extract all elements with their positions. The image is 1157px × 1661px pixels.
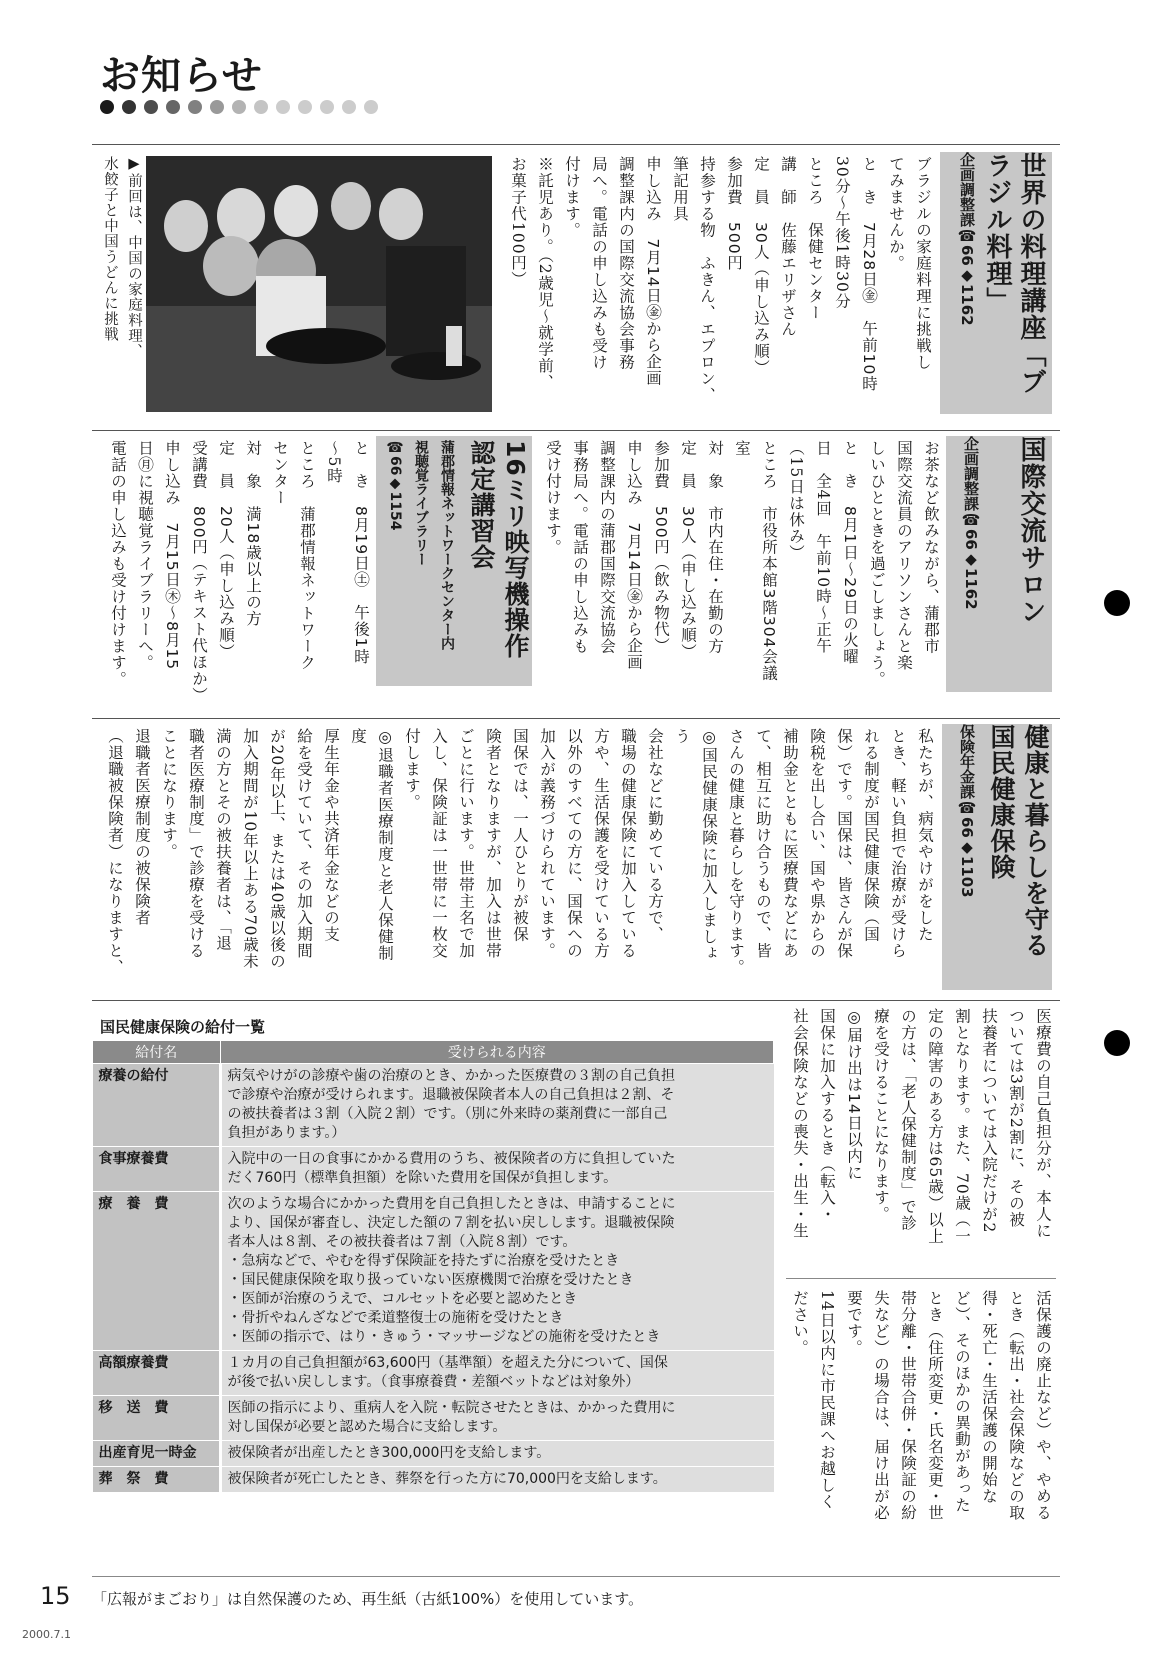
benefit-content-line: 者本人は８割、その被扶養者は７割（入院８割）です。: [227, 1234, 577, 1250]
text-line: ところ 保健センター: [806, 156, 824, 321]
nhi-body: [92, 728, 938, 996]
page-number: 15: [40, 1582, 71, 1610]
benefit-content-line: ・医師の指示で、はり・きゅう・マッサージなどの施術を受けたとき: [227, 1329, 661, 1345]
text-line: 参加費 500円: [725, 156, 743, 272]
text-line: 満の方とその被扶養者は、「退: [214, 728, 232, 952]
text-line: 割となります。また、70歳（一: [953, 1008, 971, 1245]
text-line: とき（住所変更・氏名変更・世: [926, 1290, 944, 1521]
text-line: 対 象 市内在住・在勤の方: [706, 440, 724, 655]
benefit-content-line: 対し国保が必要と認めた場合に支給します。: [227, 1419, 507, 1435]
text-line: 厚生年金や共済年金などの支: [322, 728, 340, 943]
text-line: ついては3割が2割に、その被: [1007, 1008, 1025, 1228]
nhi-dept: 保険年金課☎66◆1103: [958, 724, 976, 898]
projector-dept: [376, 440, 460, 684]
text-line: ※託児あり。（2歳児～就学前、: [536, 156, 554, 391]
benefit-content-line: ・急病などで、やむを得ず保険証を持たずに治療を受けたとき: [227, 1253, 620, 1269]
text-line: 30分～午後1時30分: [833, 156, 851, 310]
title-dot: [100, 100, 114, 114]
benefit-content-line: 被保険者が出産したとき300,000円を支給します。: [227, 1445, 551, 1461]
divider-top: [92, 144, 1060, 145]
benefit-content-line: ・骨折やねんざなどで柔道整復士の施術を受けたとき: [227, 1310, 564, 1326]
brazil-title: 世界の料理講座「ブラジル料理」: [982, 152, 1046, 395]
projector-body: [92, 440, 374, 710]
benefit-content: [220, 1064, 774, 1147]
benefits-table: [92, 1040, 774, 1493]
text-line: ◎退職者医療制度と老人保健制: [376, 728, 394, 962]
text-line: 筆記用具: [671, 156, 689, 222]
text-line: ◎国民健康保険に加入しましょ: [700, 728, 718, 962]
text-line: と き 8月1日～29日の火曜: [841, 440, 859, 665]
text-line: しいひとときを過ごしましょう。: [868, 440, 886, 688]
text-line: 付します。: [403, 728, 421, 811]
text-line: ☎66◆1154: [387, 440, 403, 531]
title-dot: [342, 100, 356, 114]
text-line: 国保では、一人ひとりが被保: [511, 728, 529, 943]
benefit-content-line: 負担があります。）: [227, 1125, 346, 1141]
text-line: 申し込み 7月15日㊍～8月15: [163, 440, 181, 671]
text-line: 日㊊に視聴覚ライブラリーへ。: [136, 440, 154, 671]
text-line: ◎届け出は14日以内に: [845, 1008, 863, 1181]
text-line: 方や、生活保護を受けている方: [592, 728, 610, 959]
text-line: 健康と暮らしを守る: [1021, 724, 1050, 958]
benefit-content-line: 入院中の一日の食事にかかる費用のうち、被保険者の方に負担していた: [227, 1151, 676, 1167]
text-line: 日 全4回 午前10時～正午: [814, 440, 832, 655]
text-line: 退職者医療制度の被保険者: [133, 728, 151, 926]
text-line: さんの健康と暮らしを守ります。: [727, 728, 745, 976]
text-line: が20年以上、または40歳以後の: [268, 728, 286, 970]
title-dot: [320, 100, 334, 114]
nhi-lower-right-1: [786, 1008, 1056, 1270]
text-line: 調整課内の国際交流協会事務: [617, 156, 635, 371]
text-line: 職場の健康保険に加入している: [619, 728, 637, 959]
benefit-content-line: の被扶養者は３割（入院２割）です。（別に外来時の薬剤費に一部自己: [227, 1106, 668, 1122]
benefit-content-line: １カ月の自己負担額が63,600円（基準額）を超えた分について、国保: [227, 1355, 668, 1371]
benefit-content: [220, 1467, 774, 1493]
text-line: 国際交流員のアリソンさんと楽: [895, 440, 913, 671]
text-line: 申し込み 7月14日㊎から企画: [644, 156, 662, 387]
text-line: 定の障害のある方は65歳）以上: [926, 1008, 944, 1245]
text-line: ～5時: [325, 440, 343, 484]
text-line: 扶養者については入院だけが2: [980, 1008, 998, 1234]
issue-date: 2000.7.1: [22, 1628, 71, 1641]
text-line: 保）です。国保は、皆さんが保: [835, 728, 853, 959]
text-line: とき（転出・社会保険などの取: [1007, 1290, 1025, 1521]
text-line: ど）、そのほかの異動があった: [953, 1290, 971, 1514]
text-line: 室: [733, 440, 751, 457]
text-line: 視聴覚ライブラリー: [413, 440, 429, 566]
benefit-content-line: ・医師が治療のうえで、コルセットを必要と認めたとき: [227, 1291, 578, 1307]
text-line: 局へ。電話の申し込みも受け: [590, 156, 608, 371]
text-line: （退職被保険者）になりますと、: [106, 728, 124, 976]
benefit-content: [220, 1396, 774, 1441]
benefit-content: [220, 1192, 774, 1351]
table-header-content: 受けられる内容: [220, 1041, 774, 1064]
text-line: 国民健康保険: [987, 724, 1016, 880]
text-line: 水餃子と中国うどんに挑戦: [102, 156, 118, 342]
title-dot: [122, 100, 136, 114]
table-row: [93, 1064, 774, 1147]
text-line: 蒲郡情報ネットワークセンター内: [439, 440, 455, 650]
text-line: 補助金とともに医療費などにあ: [781, 728, 799, 959]
title-dot: [298, 100, 312, 114]
text-line: と き 7月28日㊎ 午前10時: [860, 156, 878, 392]
nhi-lower-right-2: [786, 1290, 1056, 1566]
text-line: センター: [271, 440, 289, 506]
text-line: れる制度が国民健康保険（国: [862, 728, 880, 943]
benefit-content-line: 医師の指示により、重病人を入院・転院させたときは、かかった費用に: [227, 1400, 676, 1416]
nhi-title: [984, 724, 1052, 990]
text-line: 参加費 500円（飲み物代）: [652, 440, 670, 655]
benefit-content-line: が後で払い戻しします。（食事療養費・差額ベットなどは対象外）: [227, 1374, 640, 1390]
text-line: 給を受けていて、その加入期間: [295, 728, 313, 959]
text-line: ところ 市役所本館3階304会議: [760, 440, 778, 682]
text-line: 社会保険などの喪失・出生・生: [791, 1008, 809, 1239]
text-line: 事務局へ。電話の申し込みも: [571, 440, 589, 655]
page-title: お知らせ: [100, 53, 263, 99]
benefit-content-line: 被保険者が死亡したとき、葬祭を行った方に70,000円を支給します。: [227, 1471, 667, 1487]
benefit-name: 移 送 費: [93, 1396, 221, 1441]
text-line: 険税を出し合い、国や県からの: [808, 728, 826, 959]
text-line: 付けます。: [563, 156, 581, 239]
benefit-content-line: 次のような場合にかかった費用を自己負担したときは、申請することに: [227, 1196, 676, 1212]
text-line: ださい。: [791, 1290, 809, 1356]
benefit-name: 葬 祭 費: [93, 1467, 221, 1493]
table-header-name: 給付名: [93, 1041, 221, 1064]
text-line: 職者医療制度」で診療を受ける: [187, 728, 205, 959]
text-line: ▶前回は、中国の家庭料理、: [126, 156, 142, 359]
benefit-name: 高額療養費: [93, 1351, 221, 1396]
text-line: 要です。: [845, 1290, 863, 1356]
text-line: てみませんか。: [887, 156, 905, 272]
text-line: 活保護の廃止など）や、やめる: [1034, 1290, 1052, 1521]
brazil-dept: 企画調整課☎66◆1162: [958, 152, 976, 326]
text-line: ごとに行います。世帯主名で加: [457, 728, 475, 959]
benefit-content: [220, 1147, 774, 1192]
text-line: 受け付けます。: [544, 440, 562, 556]
title-dot: [254, 100, 268, 114]
benefit-name: 療 養 費: [93, 1192, 221, 1351]
table-row: [93, 1441, 774, 1467]
text-line: 持参する物 ふきん、エプロン、: [698, 156, 716, 404]
photo-caption: [92, 156, 146, 412]
benefit-content: [220, 1441, 774, 1467]
salon-body: [540, 440, 944, 710]
brazil-body: [509, 156, 936, 418]
text-line: 14日以内に市民課へお越しく: [818, 1290, 836, 1510]
text-line: う: [673, 728, 691, 745]
table-row: [93, 1351, 774, 1396]
salon-dept: 企画調整課☎66◆1162: [962, 436, 980, 610]
benefit-content-line: だく760円（標準負担額）を除いた費用を国保が負担します。: [227, 1170, 618, 1186]
text-line: 対 象 満18歳以上の方: [244, 440, 262, 627]
text-line: 療を受けることになります。: [872, 1008, 890, 1223]
title-dot: [210, 100, 224, 114]
bullet-mark-1: [1104, 590, 1130, 616]
text-line: 加入が義務づけられています。: [538, 728, 556, 959]
text-line: 私たちが、病気やけがをした: [916, 728, 934, 943]
benefit-name: 療養の給付: [93, 1064, 221, 1147]
text-line: 定 員 30人（申し込み順）: [752, 156, 770, 376]
salon-title: 国際交流サロン: [1016, 436, 1046, 625]
benefits-table-title: 国民健康保険の給付一覧: [100, 1018, 266, 1036]
text-line: 以外のすべての方に、国保への: [565, 728, 583, 959]
title-dot: [144, 100, 158, 114]
benefit-content-line: ・国民健康保険を取り扱っていない医療機関で治療を受けたとき: [227, 1272, 634, 1288]
text-line: ことになります。: [160, 728, 178, 860]
divider-row4: [92, 1000, 1060, 1001]
text-line: ブラジルの家庭料理に挑戦し: [914, 156, 932, 371]
title-dot: [276, 100, 290, 114]
text-line: 電話の申し込みも受け付けます。: [109, 440, 127, 688]
divider-lower-right: [786, 1278, 1056, 1279]
text-line: 入し、保険証は一世帯に一枚交: [430, 728, 448, 959]
benefit-name: 食事療養費: [93, 1147, 221, 1192]
divider-row2: [92, 430, 1060, 431]
bullet-mark-2: [1104, 1030, 1130, 1056]
title-dot: [364, 100, 378, 114]
title-dots: [100, 100, 378, 114]
title-dot: [232, 100, 246, 114]
text-line: 得・死亡・生活保護の開始な: [980, 1290, 998, 1505]
text-line: 医療費の自己負担分が、本人に: [1034, 1008, 1052, 1239]
projector-title: 16ミリ映写機操作認定講習会: [467, 440, 530, 659]
text-line: お菓子代100円）: [509, 156, 527, 288]
benefit-content: [220, 1351, 774, 1396]
text-line: 加入期間が10年以上ある70歳未: [241, 728, 259, 970]
text-line: 講 師 佐藤エリザさん: [779, 156, 797, 338]
benefit-content-line: 病気やけがの診療や歯の治療のとき、かかった医療費の３割の自己負担: [227, 1068, 675, 1084]
text-line: お茶など飲みながら、蒲郡市: [922, 440, 940, 655]
table-row: [93, 1192, 774, 1351]
text-line: とき、軽い負担で治療が受けら: [889, 728, 907, 959]
text-line: 失など）の場合は、届け出が必: [872, 1290, 890, 1521]
footer-rule: [92, 1576, 1060, 1577]
title-dot: [166, 100, 180, 114]
table-row: [93, 1147, 774, 1192]
text-line: の方は、「老人保健制度」で診: [899, 1008, 917, 1232]
table-row: [93, 1467, 774, 1493]
text-line: 度: [349, 728, 367, 745]
benefit-content-line: で診療や治療が受けられます。退職被保険者本人の自己負担は２割、そ: [227, 1087, 675, 1103]
text-line: 会社などに勤めている方で、: [646, 728, 664, 943]
cooking-photo: [146, 156, 492, 412]
text-line: 定 員 30人（申し込み順）: [679, 440, 697, 660]
text-line: 申し込み 7月14日㊎から企画: [625, 440, 643, 671]
title-dot: [188, 100, 202, 114]
text-line: 定 員 20人（申し込み順）: [217, 440, 235, 660]
text-line: ところ 蒲郡情報ネットワーク: [298, 440, 316, 671]
text-line: て、相互に助け合うもので、皆: [754, 728, 772, 959]
benefit-content-line: より、国保が審査し、決定した額の７割を払い戻しします。退職被保険: [227, 1215, 675, 1231]
benefit-name: 出産育児一時金: [93, 1441, 221, 1467]
text-line: 受講費 800円（テキスト代ほか）: [190, 440, 208, 704]
divider-row3: [92, 718, 1060, 719]
recycled-paper-note: 「広報がまごおり」は自然保護のため、再生紙（古紙100%）を使用しています。: [92, 1590, 644, 1608]
table-row: [93, 1396, 774, 1441]
text-line: 調整課内の蒲郡国際交流協会: [598, 440, 616, 655]
text-line: 帯分離・世帯合併・保険証の紛: [899, 1290, 917, 1521]
text-line: 険者となりますが、加入は世帯: [484, 728, 502, 959]
text-line: 国保に加入するとき（転入・: [818, 1008, 836, 1223]
text-line: （15日は休み）: [787, 440, 805, 561]
text-line: と き 8月19日㊏ 午後1時: [352, 440, 370, 665]
